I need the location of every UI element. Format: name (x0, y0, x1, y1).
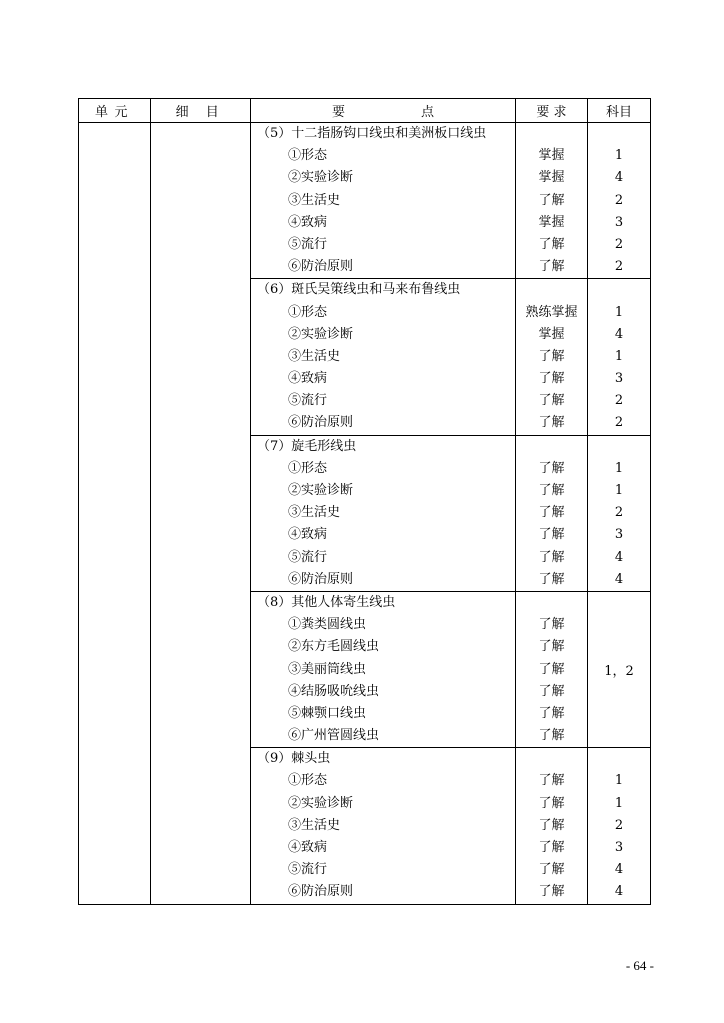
point-item: ④致病 (288, 840, 328, 855)
subject-value: 1，2 (604, 664, 634, 680)
requirement-value: 了解 (538, 393, 565, 409)
subject-value: 1 (614, 460, 624, 476)
unit-cell (79, 123, 151, 905)
subject-value: 1 (614, 795, 624, 811)
header-requirement: 要 求 (516, 99, 588, 123)
subject-cell (588, 591, 651, 747)
points-cell (251, 279, 516, 435)
subject-value: 4 (614, 884, 624, 900)
points-cell (251, 748, 516, 904)
requirement-value: 了解 (538, 527, 565, 543)
subject-value: 3 (614, 371, 624, 387)
page-number: - 64 - (625, 958, 654, 973)
point-item: ⑤流行 (288, 393, 328, 409)
requirement-value: 了解 (538, 661, 565, 677)
point-item: ⑥防治原则 (288, 884, 354, 900)
point-item: ⑤流行 (288, 236, 328, 252)
point-item: ②实验诊断 (288, 795, 354, 811)
requirement-value: 掌握 (538, 214, 565, 230)
points-cell (251, 435, 516, 591)
point-item: ⑥防治原则 (288, 259, 354, 275)
requirement-value: 了解 (538, 549, 565, 565)
point-item: ④结肠吸吮线虫 (288, 683, 380, 699)
point-item: ④致病 (288, 214, 328, 230)
point-item: ②实验诊断 (288, 326, 354, 342)
requirement-value: 了解 (538, 884, 565, 900)
subject-cell (588, 279, 651, 435)
point-item: ③生活史 (288, 348, 341, 364)
requirement-value: 了解 (538, 728, 565, 744)
header-point-b: 点 (421, 105, 435, 120)
requirement-value: 了解 (538, 371, 565, 387)
section-title: （6）斑氏吴策线虫和马来布鲁线虫 (257, 282, 461, 298)
requirement-value: 了解 (538, 192, 565, 208)
requirement-value: 了解 (538, 773, 565, 789)
subject-value: 2 (614, 817, 624, 833)
point-item: ②东方毛圆线虫 (288, 639, 380, 655)
section-row (79, 123, 651, 279)
table-header-row (79, 99, 651, 123)
requirement-cell (516, 279, 588, 435)
point-item: ①粪类圆线虫 (288, 617, 367, 633)
point-item: ⑤流行 (288, 862, 328, 878)
subject-value: 1 (614, 773, 624, 789)
requirement-value: 了解 (538, 683, 565, 699)
requirement-value: 掌握 (538, 326, 565, 342)
requirement-cell (516, 123, 588, 279)
requirement-value: 了解 (538, 460, 565, 476)
points-cell (251, 123, 516, 279)
header-detail: 细 目 (151, 99, 251, 123)
point-item: ①形态 (288, 460, 328, 476)
point-item: ⑥防治原则 (288, 415, 354, 431)
point-item: ④致病 (288, 527, 328, 543)
requirement-value: 了解 (538, 840, 565, 855)
requirement-value: 了解 (538, 348, 565, 364)
header-point-a: 要 (331, 105, 345, 120)
requirement-value: 了解 (538, 483, 565, 498)
syllabus-table (78, 98, 651, 905)
subject-value: 2 (614, 192, 624, 208)
requirement-cell (516, 591, 588, 747)
header-unit: 单元 (79, 99, 151, 123)
point-item: ⑥广州管圆线虫 (288, 728, 380, 744)
point-item: ③生活史 (288, 505, 341, 521)
subject-value: 1 (614, 348, 624, 364)
point-item: ③生活史 (288, 817, 341, 833)
header-subject: 科目 (588, 99, 651, 123)
points-cell (251, 591, 516, 747)
subject-value: 1 (614, 148, 624, 164)
point-item: ②实验诊断 (288, 483, 354, 498)
subject-value: 2 (614, 505, 624, 521)
subject-cell (588, 123, 651, 279)
point-item: ⑤流行 (288, 549, 328, 565)
subject-value: 3 (614, 840, 624, 855)
subject-value: 4 (614, 549, 624, 565)
section-title: （5）十二指肠钩口线虫和美洲板口线虫 (257, 126, 487, 141)
subject-value: 3 (614, 214, 624, 230)
requirement-value: 掌握 (538, 170, 565, 186)
requirement-value: 掌握 (538, 148, 565, 164)
requirement-value: 了解 (538, 505, 565, 521)
section-title: （8）其他人体寄生线虫 (257, 594, 396, 610)
subject-value: 1 (614, 304, 624, 320)
requirement-value: 了解 (538, 817, 565, 833)
detail-cell (151, 123, 251, 905)
requirement-value: 了解 (538, 639, 565, 655)
subject-value: 2 (614, 236, 624, 252)
subject-value: 1 (614, 483, 624, 498)
point-item: ①形态 (288, 773, 328, 789)
requirement-value: 了解 (538, 862, 565, 878)
requirement-value: 了解 (538, 705, 565, 721)
point-item: ①形态 (288, 148, 328, 164)
point-item: ③美丽筒线虫 (288, 661, 367, 677)
point-item: ⑤棘颚口线虫 (288, 705, 367, 721)
subject-value: 2 (614, 259, 624, 275)
requirement-value: 了解 (538, 617, 565, 633)
point-item: ②实验诊断 (288, 170, 354, 186)
section-title: （7）旋毛形线虫 (257, 438, 357, 454)
point-item: ①形态 (288, 304, 328, 320)
requirement-value: 了解 (538, 236, 565, 252)
subject-value: 3 (614, 527, 624, 543)
point-item: ④致病 (288, 371, 328, 387)
section-title: （9）棘头虫 (257, 751, 331, 767)
point-item: ⑥防治原则 (288, 571, 354, 587)
subject-value: 4 (614, 326, 624, 342)
point-item: ③生活史 (288, 192, 341, 208)
header-point (251, 99, 516, 123)
subject-value: 4 (614, 170, 624, 186)
requirement-value: 了解 (538, 795, 565, 811)
requirement-value: 了解 (538, 571, 565, 587)
subject-value: 2 (614, 415, 624, 431)
subject-value: 4 (614, 571, 624, 587)
requirement-value: 了解 (538, 259, 565, 275)
requirement-value: 了解 (538, 415, 565, 431)
subject-cell (588, 748, 651, 904)
requirement-cell (516, 435, 588, 591)
requirement-cell (516, 748, 588, 904)
requirement-value: 熟练掌握 (525, 304, 578, 320)
subject-value: 4 (614, 862, 624, 878)
subject-value: 2 (614, 393, 624, 409)
subject-cell (588, 435, 651, 591)
